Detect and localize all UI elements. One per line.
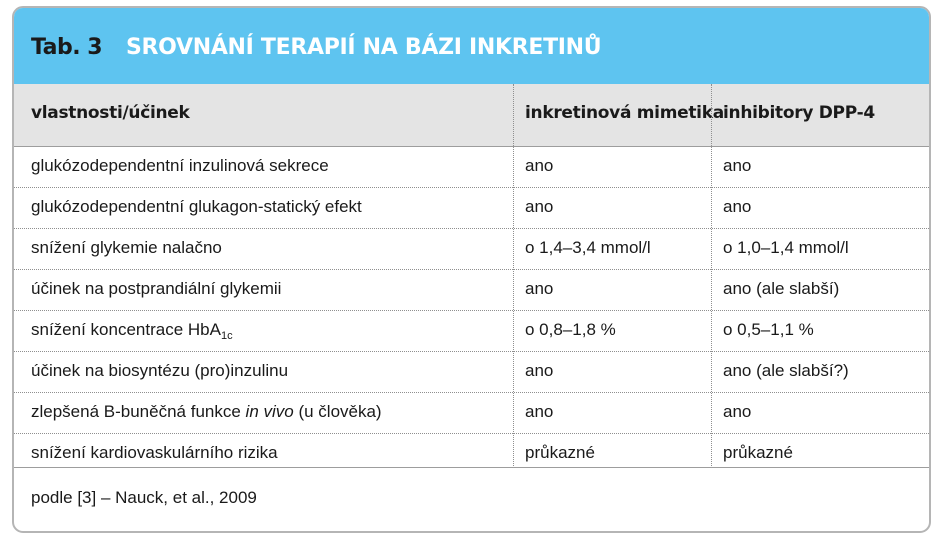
table-row (14, 229, 929, 270)
dpp4-cell: o 1,0–1,4 mmol/l (723, 238, 849, 257)
title-bar (14, 8, 929, 84)
mimetics-cell: ano (525, 279, 554, 298)
column-header-property: vlastnosti/účinek (31, 103, 190, 123)
mimetics-cell: o 1,4–3,4 mmol/l (525, 238, 651, 257)
property-cell: snížení glykemie nalačno (31, 238, 222, 257)
property-cell: glukózodependentní inzulinová sekrece (31, 156, 329, 175)
table-row (14, 352, 929, 393)
table-row (14, 188, 929, 229)
dpp4-cell: o 0,5–1,1 % (723, 320, 814, 339)
property-cell: glukózodependentní glukagon-statický efekt (31, 197, 362, 216)
dpp4-cell: ano (723, 402, 752, 421)
table-row (14, 393, 929, 434)
table-header-row (14, 84, 929, 147)
dpp4-cell: ano (ale slabší) (723, 279, 840, 298)
table-number: Tab. 3 (31, 35, 103, 60)
dpp4-cell: ano (ale slabší?) (723, 361, 849, 380)
property-cell: účinek na postprandiální glykemii (31, 279, 282, 298)
footer-divider (14, 467, 929, 468)
dpp4-cell: ano (723, 156, 752, 175)
subscript: 1c (220, 330, 233, 342)
table-row (14, 147, 929, 188)
mimetics-cell: průkazné (525, 443, 595, 462)
column-header-mimetics: inkretinová mimetika (525, 103, 724, 123)
column-header-dpp4: inhibitory DPP-4 (723, 103, 875, 123)
mimetics-cell: ano (525, 197, 554, 216)
mimetics-cell: ano (525, 361, 554, 380)
table-title: SROVNÁNÍ TERAPIÍ NA BÁZI INKRETINŮ (126, 35, 602, 60)
table-row (14, 270, 929, 311)
property-cell: účinek na biosyntézu (pro)inzulinu (31, 361, 289, 380)
property-cell: zlepšená B-buněčná funkce in vivo (u člověka) (31, 402, 382, 421)
mimetics-cell: ano (525, 156, 554, 175)
mimetics-cell: o 0,8–1,8 % (525, 320, 616, 339)
property-cell: snížení koncentrace HbA$_{1c}$ (31, 320, 233, 342)
property-cell: snížení kardiovaskulárního rizika (31, 443, 278, 462)
table-row (14, 311, 929, 352)
table-row (14, 434, 929, 475)
table-card (12, 6, 931, 533)
mimetics-cell: ano (525, 402, 554, 421)
dpp4-cell: průkazné (723, 443, 793, 462)
dpp4-cell: ano (723, 197, 752, 216)
source-note: podle [3] – Nauck, et al., 2009 (31, 488, 257, 507)
